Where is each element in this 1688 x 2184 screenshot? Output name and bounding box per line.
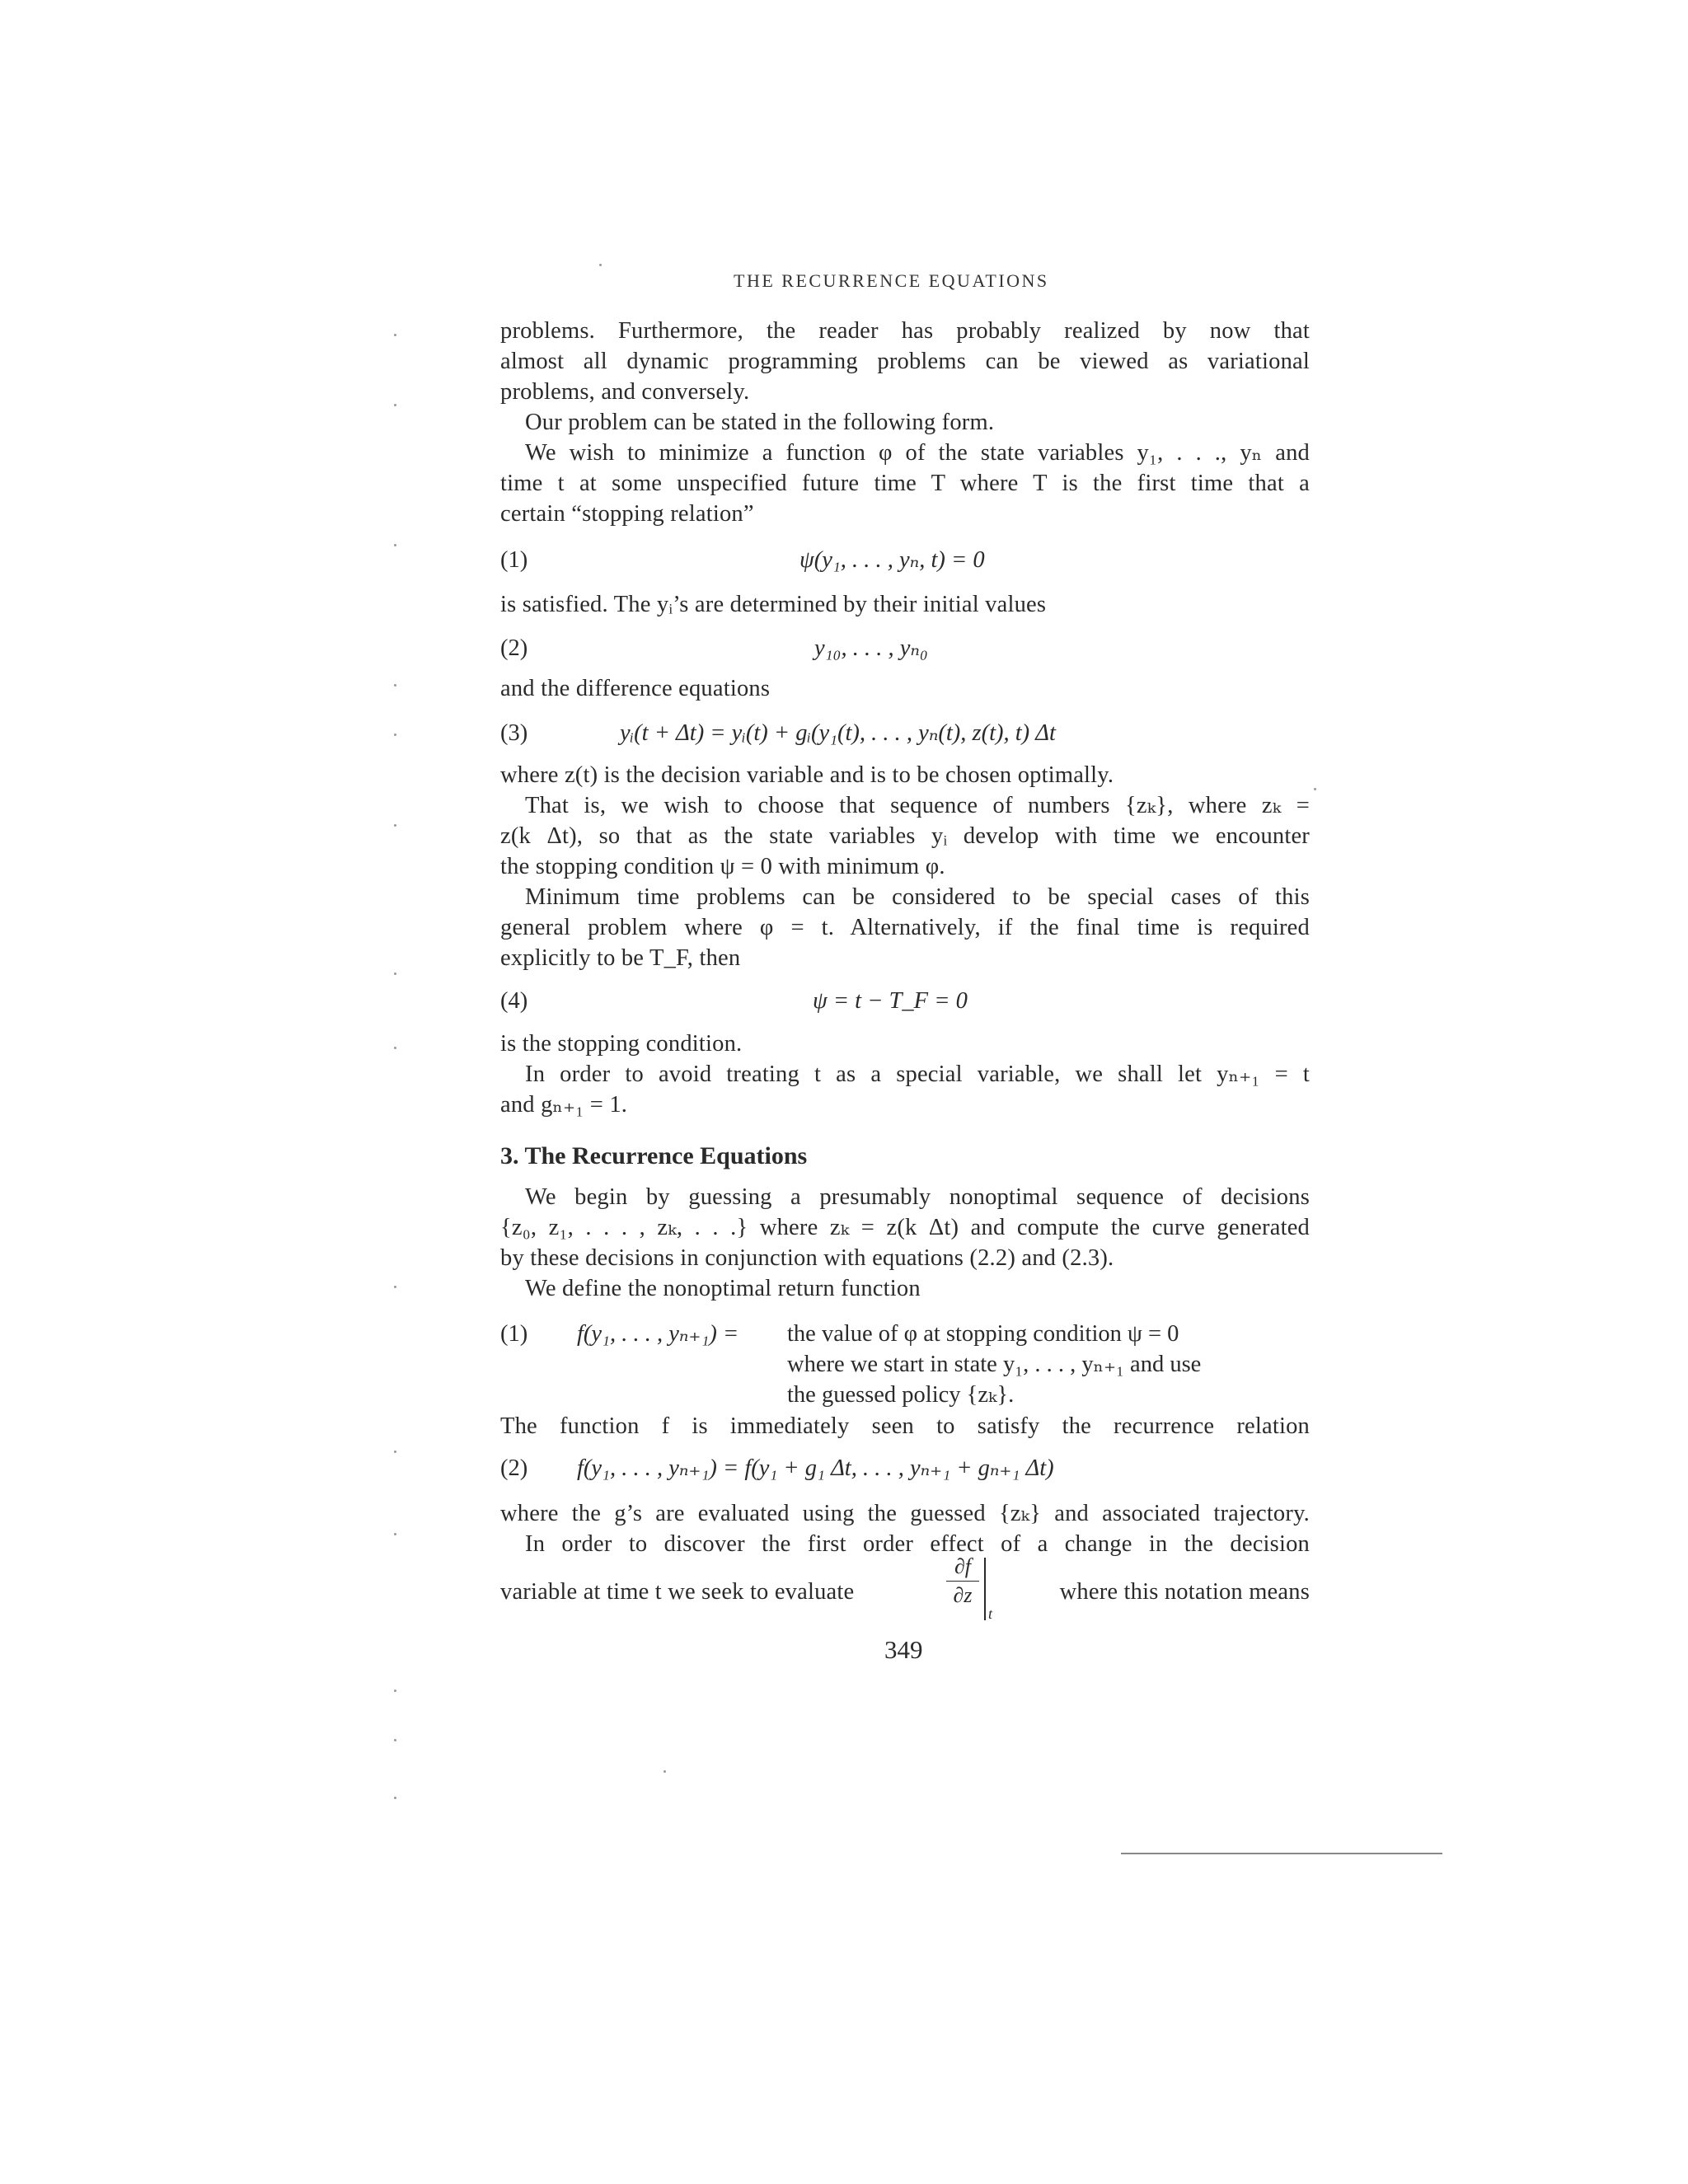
scan-speck	[394, 733, 396, 736]
evaluation-bar	[984, 1558, 986, 1620]
text-line: variable at time t we seek to evaluate	[500, 1579, 855, 1605]
running-header: THE RECURRENCE EQUATIONS	[734, 270, 1049, 291]
equation-number: (2)	[500, 1455, 528, 1481]
text-line: time t at some unspecified future time T where T is the first time that a	[500, 471, 1310, 496]
scan-speck	[394, 824, 396, 827]
text-line: is satisfied. The yᵢ’s are determined by their initial values	[500, 592, 1047, 617]
fraction-denominator: ∂z	[953, 1583, 973, 1607]
equation-number: (1)	[500, 1321, 528, 1347]
scan-speck	[394, 684, 396, 687]
equation-rhs-line: the guessed policy {zₖ}.	[787, 1382, 1015, 1408]
scan-speck	[663, 1770, 666, 1773]
scan-speck	[599, 264, 602, 266]
text-line: where this notation means	[1059, 1579, 1310, 1605]
equation: y₁₀, . . . , yₙ₀	[814, 635, 928, 661]
text-line: {z₀, z₁, . . . , zₖ, . . .} where zₖ = z(k Δt) and compute the curve generated	[500, 1215, 1310, 1240]
equation: yᵢ(t + Δt) = yᵢ(t) + gᵢ(y₁(t), . . . , yₙ(t), z(t), t) Δt	[620, 720, 1056, 746]
text-line: We begin by guessing a presumably nonoptimal sequence of decisions	[525, 1184, 1310, 1210]
text-line: Our problem can be stated in the following form.	[525, 410, 995, 435]
fraction-bar	[946, 1581, 979, 1582]
scan-edge-line	[1121, 1853, 1442, 1854]
equation: ψ = t − T_F = 0	[813, 988, 968, 1014]
text-line: by these decisions in conjunction with equations (2.2) and (2.3).	[500, 1245, 1114, 1271]
fraction-numerator: ∂f	[954, 1554, 972, 1578]
text-line: explicitly to be T_F, then	[500, 945, 741, 971]
text-line: That is, we wish to choose that sequence of numbers {zₖ}, where zₖ =	[525, 793, 1310, 818]
section-title: 3. The Recurrence Equations	[500, 1142, 808, 1169]
equation-rhs-line: where we start in state y₁, . . . , yₙ₊₁ and use	[787, 1352, 1202, 1377]
text-line: the stopping condition ψ = 0 with minimum φ.	[500, 854, 945, 879]
scan-speck	[394, 1690, 396, 1692]
scan-speck	[394, 1533, 396, 1535]
scan-speck	[394, 334, 396, 336]
text-line: problems. Furthermore, the reader has probably realized by now that	[500, 318, 1310, 344]
equation: ψ(y₁, . . . , yₙ, t) = 0	[799, 547, 985, 573]
text-line: In order to discover the first order effect of a change in the decision	[525, 1531, 1310, 1557]
text-line: and gₙ₊₁ = 1.	[500, 1092, 628, 1118]
scan-speck	[394, 1797, 396, 1799]
scan-speck	[394, 1286, 396, 1288]
text-line: z(k Δt), so that as the state variables yᵢ develop with time we encounter	[500, 823, 1310, 849]
equation: f(y₁, . . . , yₙ₊₁) = f(y₁ + g₁ Δt, . . . , yₙ₊₁ + gₙ₊₁ Δt)	[577, 1455, 1054, 1481]
scan-speck	[394, 404, 396, 406]
text-line: general problem where φ = t. Alternatively, if the final time is required	[500, 915, 1310, 940]
text-line: problems, and conversely.	[500, 379, 750, 405]
text-line: Minimum time problems can be considered to be special cases of this	[525, 884, 1310, 910]
text-line: The function f is immediately seen to satisfy the recurrence relation	[500, 1413, 1310, 1439]
text-line: where the g’s are evaluated using the guessed {zₖ} and associated trajectory.	[500, 1501, 1310, 1526]
page-number: 349	[884, 1635, 923, 1664]
scan-speck	[394, 1739, 396, 1741]
scan-speck	[1314, 788, 1316, 790]
equation-number: (4)	[500, 988, 528, 1014]
text-line: almost all dynamic programming problems can be viewed as variational	[500, 349, 1310, 374]
scan-speck	[394, 972, 396, 975]
text-line: is the stopping condition.	[500, 1031, 743, 1057]
equation-lhs: f(y₁, . . . , yₙ₊₁) =	[577, 1321, 739, 1347]
equation-number: (3)	[500, 720, 528, 746]
text-line: where z(t) is the decision variable and is to be chosen optimally.	[500, 762, 1114, 788]
text-line: In order to avoid treating t as a special variable, we shall let yₙ₊₁ = t	[525, 1062, 1310, 1087]
text-line: and the difference equations	[500, 676, 771, 701]
evaluation-subscript: t	[988, 1605, 993, 1622]
scan-speck	[394, 544, 396, 546]
text-line: We define the nonoptimal return function	[525, 1276, 921, 1301]
scan-speck	[394, 1451, 396, 1453]
equation-number: (2)	[500, 635, 528, 661]
equation-rhs-line: the value of φ at stopping condition ψ = 0	[787, 1321, 1179, 1347]
equation-number: (1)	[500, 547, 528, 573]
partial-derivative	[946, 1554, 979, 1608]
text-line: certain “stopping relation”	[500, 501, 754, 527]
scan-speck	[394, 1047, 396, 1049]
text-line: We wish to minimize a function φ of the state variables y₁, . . ., yₙ and	[525, 440, 1310, 466]
